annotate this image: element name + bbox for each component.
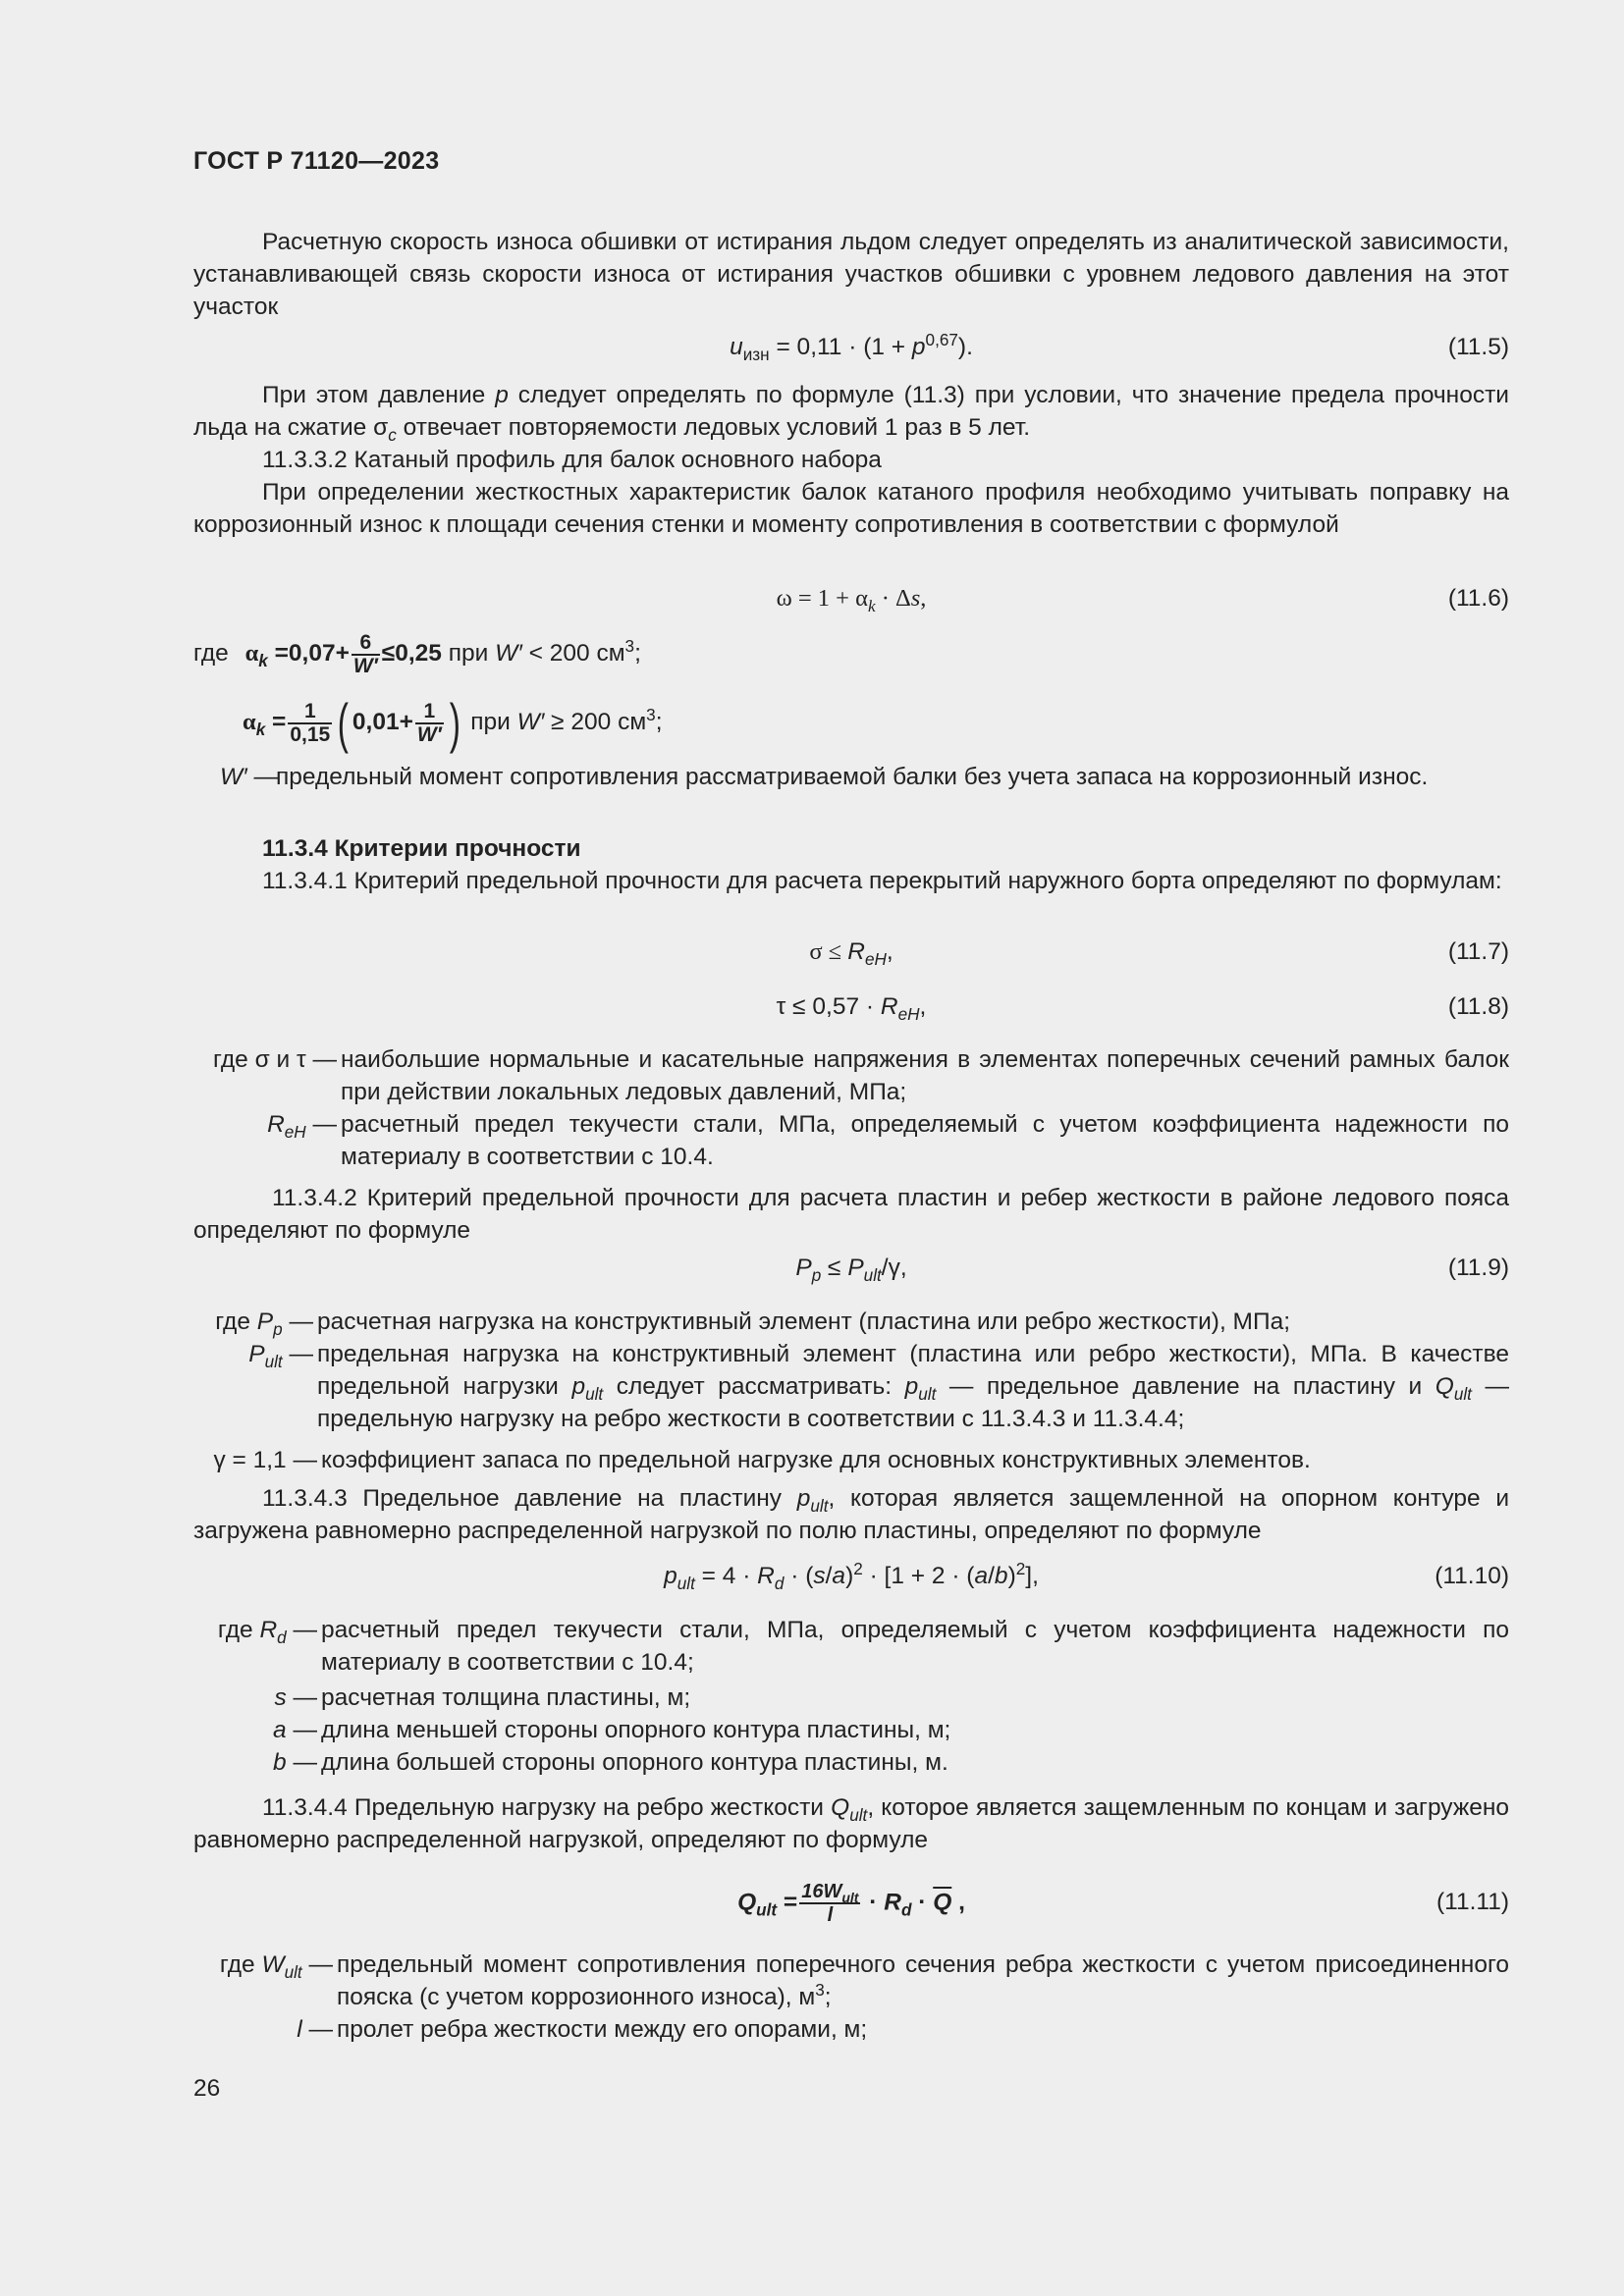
- formula-number: (11.11): [1436, 1889, 1509, 1915]
- definition-gamma: γ = 1,1 — коэффициент запаса по предельной нагрузке для основных конструктивных элементов.: [213, 1447, 1311, 1473]
- definition-pp: где $P_p$ — расчетная нагрузка на конструктивный элемент (пластина или ребро жесткости), МПа;: [215, 1308, 1291, 1339]
- paragraph-11-3-4-1: 11.3.4.1 Критерий предельной прочности для расчета перекрытий наружного борта определяют по формулам:: [262, 868, 1502, 894]
- formula-number: (11.8): [1447, 993, 1509, 1020]
- alpha-k-condition-1: где $\alpha_k =0,07+$ $\frac{6}{W'}$ ≤0,25 при W′ < 200 $см^3$;: [193, 630, 641, 677]
- formula-number: (11.9): [1447, 1255, 1509, 1281]
- formula-number: (11.5): [1447, 334, 1509, 360]
- page-number: 26: [193, 2075, 221, 2102]
- definition-l: l — пролет ребра жесткости между его опорами, м;: [297, 2016, 868, 2043]
- formula-11-6: $\omega = 1 + \alpha_k \cdot \Delta s$, (11.6): [193, 581, 1509, 616]
- formula-11-5: $u_{изн} = 0,11 \cdot (1 + p^{0,67})$. (11.5): [730, 329, 1509, 364]
- paragraph-pressure: При этом давление p следует определять по формуле (11.3) при условии, что значение предела прочности льда на сжатие $\sigma_c$ отвечает повторяемости ледовых условий 1 раз в 5 лет.: [193, 382, 1509, 445]
- formula-number: (11.6): [1447, 585, 1509, 612]
- alpha-k-condition-2: $\alpha_k$ = $\frac{1}{0,15}$ ( 0,01+ $\frac{1}{W'}$ ) при W′ ≥ 200 $см^3$;: [243, 691, 663, 754]
- formula-11-10: $p_{ult} = 4 \cdot R_d \cdot (s/a)^2 \cdot [1 + 2 \cdot (a/b)^2]$, (11.10): [664, 1558, 1509, 1593]
- definition-s: s — расчетная толщина пластины, м;: [274, 1684, 691, 1711]
- definition-sigma-tau: где σ и τ — наибольшие нормальные и касательные напряжения в элементах поперечных сечений рамных балок при действии локальных ледовых давлений, МПа;: [213, 1046, 1509, 1105]
- formula-11-7: $\sigma \le R_{eH}$, (11.7): [193, 934, 1509, 970]
- formula-11-11: $Q_{ult}$ = $\frac{16W_{ult}}{l}$ · $R_d \cdot \overline{Q}$ , (11.11): [737, 1881, 1509, 1926]
- page-header: ГОСТ Р 71120—2023: [193, 147, 440, 175]
- definition-rd: где $R_d$ — расчетный предел текучести стали, МПа, определяемый с учетом коэффициента надежности по материалу в соответствии с 10.4;: [217, 1617, 1509, 1676]
- definition-reh: $R_{eH}$ — расчетный предел текучести стали, МПа, определяемый с учетом коэффициента надежности по материалу в соответствии с 10.4.: [267, 1111, 1509, 1170]
- definition-wult: где $W_{ult}$ — предельный момент сопротивления поперечного сечения ребра жесткости с учетом присоединенного пояска (с учетом коррозионного износа), $м^3$;: [219, 1951, 1509, 2010]
- definition-b: b — длина большей стороны опорного контура пластины, м.: [273, 1749, 948, 1776]
- definition-a: a — длина меньшей стороны опорного контура пластины, м;: [273, 1717, 951, 1743]
- formula-number: (11.10): [1435, 1563, 1509, 1589]
- paragraph-11-3-4-3: 11.3.4.3 Предельное давление на пластину $p_{ult}$, которая является защемленной на опорном контуре и загружена равномерно распределенной нагрузкой по полю пластины, определяют по формуле: [193, 1485, 1509, 1544]
- paragraph-wear-rate: Расчетную скорость износа обшивки от истирания льдом следует определять из аналитической зависимости, устанавливающей связь скорости износа от истирания участков обшивки с уровнем ледового давления на этот участок: [193, 229, 1509, 320]
- definition-w-prime: W′ — предельный момент сопротивления рассматриваемой балки без учета запаса на коррозионный износ.: [219, 764, 1429, 790]
- section-11-3-3-2: 11.3.3.2 Катаный профиль для балок основного набора: [262, 447, 882, 473]
- formula-11-9: $P_p \le P_{ult}/\gamma$, (11.9): [193, 1251, 1509, 1286]
- formula-number: (11.7): [1447, 938, 1509, 965]
- paragraph-rolled-profile: При определении жесткостных характеристик балок катаного профиля необходимо учитывать поправку на коррозионный износ к площади сечения стенки и моменту сопротивления в соответствии с формулой: [193, 479, 1509, 538]
- definition-pult: $P_{ult}$ — предельная нагрузка на конструктивный элемент (пластина или ребро жесткости), МПа. В качестве предельной нагрузки $p_{ult}$ следует рассматривать: $p_{ult}$ — предельное давление на пластину и $Q_{ult}$ — предельную нагрузку на ребро жесткости в соответствии с 11.3.4.3 и 11.3.4.4;: [248, 1341, 1510, 1432]
- formula-11-8: $\tau \le 0,57 \cdot R_{eH}$, (11.8): [193, 989, 1509, 1025]
- paragraph-11-3-4-4: 11.3.4.4 Предельную нагрузку на ребро жесткости $Q_{ult}$, которое является защемленным по концам и загружено равномерно распределенной нагрузкой, определяют по формуле: [193, 1794, 1509, 1853]
- section-11-3-4-title: 11.3.4 Критерии прочности: [262, 835, 581, 862]
- paragraph-11-3-4-2: 11.3.4.2 Критерий предельной прочности для расчета пластин и ребер жесткости в районе ледового пояса определяют по формуле: [193, 1185, 1509, 1244]
